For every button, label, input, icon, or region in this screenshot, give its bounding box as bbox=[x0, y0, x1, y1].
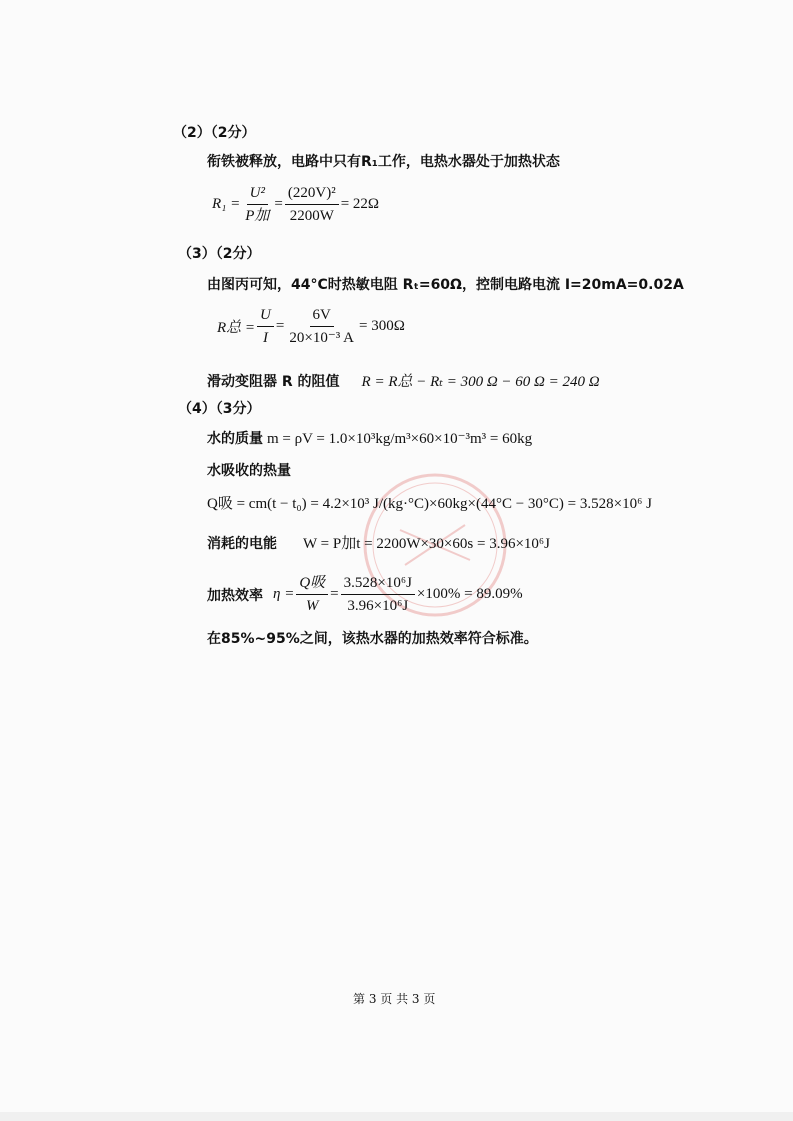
mass-equation: m = ρV = 1.0×10³kg/m³×60×10⁻³m³ = 60kg bbox=[267, 430, 533, 447]
section-3-heading: （3）（2分） bbox=[178, 246, 261, 262]
heat-equation: Q吸 = cm(t − t₀) = 4.2×10³ J/(kg·°C)×60kg×(44°C − 30°C) = 3.528×10⁶ J bbox=[207, 496, 652, 512]
section-2-equation bbox=[212, 184, 379, 225]
eq-result: ×100% = 89.09% bbox=[416, 586, 523, 602]
equals-sign: = bbox=[275, 318, 285, 334]
conclusion-text: 在85%~95%之间，该热水器的加热效率符合标准。 bbox=[207, 631, 538, 647]
fraction bbox=[257, 306, 274, 347]
fraction bbox=[341, 574, 415, 615]
eq-result: = 22Ω bbox=[340, 196, 380, 212]
fraction-denominator: 20×10⁻³ A bbox=[289, 330, 354, 346]
fraction-numerator: 6V bbox=[310, 306, 334, 327]
bottom-strip bbox=[0, 1112, 793, 1121]
section-3-equation bbox=[217, 306, 405, 347]
slide-rheostat-line bbox=[207, 370, 600, 391]
section-2-heading: （2）（2分） bbox=[173, 125, 256, 141]
fraction-denominator: W bbox=[306, 598, 319, 614]
eq-lhs: η = bbox=[273, 586, 295, 602]
page-footer: 第 3 页 共 3 页 bbox=[353, 992, 436, 1006]
mass-line bbox=[207, 428, 532, 448]
fraction bbox=[285, 184, 339, 225]
fraction-denominator: 2200W bbox=[289, 208, 334, 224]
equals-sign: = bbox=[330, 586, 339, 602]
eq-lhs: R₁ = bbox=[212, 196, 241, 212]
fraction-numerator: (220V)² bbox=[285, 184, 339, 205]
section-2-text: 衔铁被释放，电路中只有R₁工作，电热水器处于加热状态 bbox=[207, 154, 560, 170]
efficiency-label: 加热效率 bbox=[207, 587, 263, 604]
section-3-text: 由图丙可知，44°C时热敏电阻 Rₜ=60Ω，控制电路电流 I=20mA=0.02A bbox=[207, 277, 684, 293]
fraction-denominator: P加 bbox=[245, 208, 270, 224]
efficiency-line bbox=[207, 574, 523, 615]
section-4-heading: （4）（3分） bbox=[178, 401, 261, 417]
energy-line bbox=[207, 532, 550, 553]
equals-sign: = bbox=[274, 196, 283, 212]
fraction bbox=[296, 574, 328, 615]
heat-label: 水吸收的热量 bbox=[207, 463, 291, 479]
slide-label: 滑动变阻器 R 的阻值 bbox=[207, 373, 340, 390]
eq-lhs: R总 = bbox=[217, 320, 256, 336]
mass-label: 水的质量 bbox=[207, 431, 263, 447]
fraction-denominator: I bbox=[262, 330, 268, 346]
fraction bbox=[242, 184, 272, 225]
fraction-numerator: U bbox=[257, 306, 274, 327]
eq-result: = 300Ω bbox=[359, 318, 405, 334]
energy-label: 消耗的电能 bbox=[207, 535, 277, 552]
fraction-numerator: 3.528×10⁶J bbox=[341, 574, 415, 595]
fraction-numerator: U² bbox=[247, 184, 268, 205]
energy-equation: W = P加t = 2200W×30×60s = 3.96×10⁶J bbox=[303, 536, 550, 552]
fraction-denominator: 3.96×10⁶J bbox=[347, 598, 409, 614]
fraction bbox=[286, 306, 357, 347]
fraction-numerator: Q吸 bbox=[296, 574, 328, 595]
slide-equation: R = R总 − Rₜ = 300 Ω − 60 Ω = 240 Ω bbox=[361, 374, 600, 390]
efficiency-equation bbox=[273, 574, 523, 615]
